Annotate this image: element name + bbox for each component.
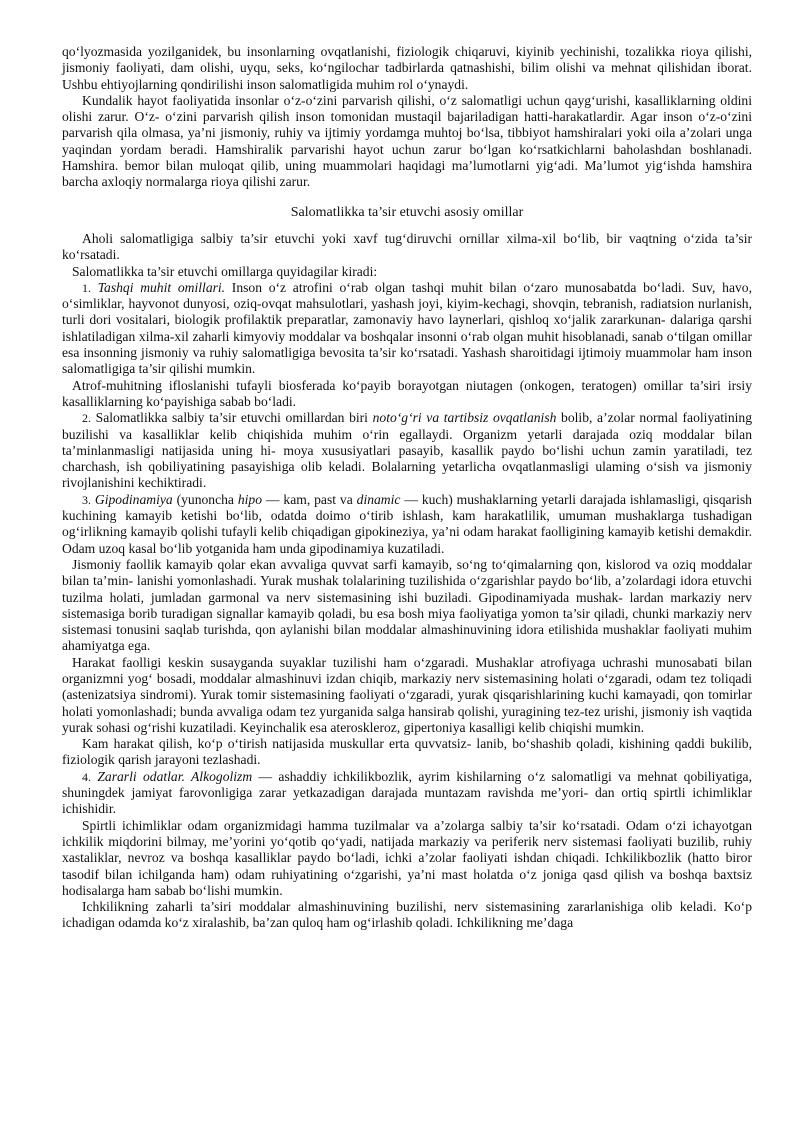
list-item-text: bolib, a’zolar normal faoliyatining buzilishi va kasalliklar kelib chiqishida muhim o‘rin egallaydi. Organizm yetarli darajada oziq moddalar bilan ta’minlanmasligi natijasida uning hi- moya xususiyatlari pasayib, kasallik paydo bo‘lishi uchun zamin yaratiladi, tez charchash, ish qobiliyatining pasayishiga olib keladi. Bolalarning yetarlicha ovqatlanmasligi ulaming o‘sish va jismoniy rivojlanishini kechiktiradi. [62, 410, 752, 491]
paragraph: Spirtli ichimliklar odam organizmidagi hamma tuzilmalar va a’zolarga salbiy ta’sir ko‘rsatadi. Odam o‘zi ichayotgan ichkilik miqdorini bilmay, me’yorini yo‘qotib qo‘yadi, natijada markaziy va periferik nerv sistemasi faoliyati buzilib, ruhiy xastaliklar, nevroz va boshqa kasalliklar paydo bo‘ladi, ichki a’zolar faoliyati ishdan chiqadi. Ichkilikbozlik (hatto biror tasodif bilan ichilganda ham) odam ruhiyatining o‘zgarishi, ya’ni mast holatda o‘z joniga qasd qilish va boshqa baxtsiz hodisalarga ham sabab bo‘lishi mumkin. [62, 817, 752, 898]
paragraph: Harakat faolligi keskin susayganda suyaklar tuzilishi ham o‘zgaradi. Mushaklar atrofiyaga uchrashi munosabati bilan organizmni yog‘ bosadi, moddalar almashinuvi izdan chiqib, markaziy nerv sistemasining holati o‘zgaradi, odam tez toliqadi (astenizatsiya sindromi). Yurak tomir sistemasining faoliyati o‘zgaradi, yurak qisqarishlarining kuchi kamayadi, qon tomirlar holati yomonlashadi; bunda avvaliga odam tez yurganida salga hansirab qolishi, yuragining tez-tez urishi, jismoniy ish vaqtida yurak sohasi og‘rishi kuzatiladi. Keyinchalik esa ateroskleroz, gipertoniya kasalligi kelib chiqishi mumkin. [62, 654, 752, 735]
paragraph: Jismoniy faollik kamayib qolar ekan avvaliga quvvat sarfi kamayib, so‘ng to‘qimalarning qon, kislorod va oziq moddalar bilan ta’min- lanishi yomonlashadi. Yurak mushak tolalarining tuzilishida o‘zgarishlar paydo bo‘lib, a’zolardagi idora etuvchi tuzilma holati, jumladan garmonal va nerv sistemasining ishi buziladi. Gipodinamiyada mushak- lardan markaziy nerv sistemasiga borib turadigan signallar kamayib qoladi, bu esa bosh miya faoliyatiga yomon ta’sir qiladi, chunki markaziy nerv sistemasi tonusini saqlab turishda, qon aylanishi bilan moddalar almashinuvining idora etilishida mushaklar faoliyati muhim ahamiyatga ega. [62, 556, 752, 654]
list-item-text: — ashaddiy ichkilikbozlik, ayrim kishilarning o‘z salomatligi va mehnat qobiliyatiga, shuningdek jamiyat farovonligiga zarar yetkazadigan darajada muntazam ravishda me’yori- dan ortiq spirtli ichimliklar ichishidir. [62, 768, 752, 817]
list-number: 1. [82, 280, 91, 295]
list-item [62, 492, 752, 557]
paragraph: Kam harakat qilish, ko‘p o‘tirish natijasida muskullar erta quvvatsiz- lanib, bo‘shashib qoladi, kishining qaddi bukilib, fiziologik qarish jarayoni tezlashadi. [62, 736, 752, 768]
paragraph: Aholi salomatligiga salbiy ta’sir etuvchi yoki xavf tug‘diruvchi ornillar xilma-xil bo‘lib, bir vaqtning o‘zida ta’sir ko‘rsatadi. [62, 230, 752, 263]
document-page [62, 44, 752, 932]
list-item-title: Zararli odatlar. Alkogolizm [97, 768, 253, 784]
list-item [62, 410, 752, 491]
list-item-text: (yunoncha [172, 491, 238, 507]
paragraph: Salomatlikka ta’sir etuvchi omillarga quyidagilar kiradi: [72, 263, 378, 279]
paragraph: Ichkilikning zaharli ta’siri moddalar almashinuvining buzilishi, nerv sistemasining zararlanishiga olib keladi. Ko‘p ichadigan odamda ko‘z xiralashib, ba’zan quloq ham og‘irlashib qoladi. Ichkilikning me’daga [62, 899, 752, 931]
paragraph: Atrof-muhitning ifloslanishi tufayli biosferada ko‘payib borayotgan niutagen (onkogen, teratogen) omillar ta’siri irsiy kasalliklarning ko‘payishiga sabab bo‘ladi. [62, 377, 752, 409]
list-number: 4. [82, 769, 91, 784]
list-item-text: Salomatlikka salbiy ta’sir etuvchi omillardan biri [91, 410, 373, 426]
paragraph: Kundalik hayot faoliyatida insonlar o‘z-o‘zini parvarish qilishi, o‘z salomatligi uchun qayg‘urishi, kasalliklarning oldini olishi zarur. O‘z- o‘zini parvarish qilish inson tomonidan mustaqil bajariladigan hatti-harakatlardir. Agar inson o‘z-o‘zini parvarish qila olmasa, ya’ni jismoniy, ruhiy va ijtimiy yordamga muhtoj bo‘lsa, tibbiyot hamshiralari yoki oila a’zolari unga yaqindan yordam beradi. Hamshiralik parvarishi hayot uchun zarur bo‘lgan ko‘rsatkichlarni baholashdan boshlanadi. Hamshira. bemor bilan muloqat qilib, uning muammolari haqidagi ma’lumotlarni yig‘adi. Ma’lumot yig‘ishda hamshira barcha axloqiy normalarga rioya qilishi zarur. [62, 92, 752, 190]
list-item-title: Gipodinamiya [94, 491, 173, 507]
list-item [62, 769, 752, 818]
list-item-text: Inson o‘z atrofini o‘rab olgan tashqi muhit bilan o‘zaro munosabatda bo‘ladi. Suv, havo, o‘simliklar, hayvonot dunyosi, oziq-ovqat mahsulotlari, yashash joyi, kiyim-kechagi, shovqin, tebranish, radiatsion nurlanish, turli dori vositalari, biologik profilaktik preparatlar, zamonaviy havo laynerlari, qishloq xo‘jalik zararkunan- dalariga qarshi ishlatiladigan xilma-xil zaharli kimyoviy moddalar va boshqalar insonni o‘rab olgan muhit hisoblanadi, sanab o‘tilgan omillar esa insonning jismoniy va ruhiy salomatligiga bevosita ta’sir ko‘rsatadi. Yashash sharoitidagi ijtimoiy muammolar ham inson salomatligiga ta’sir qilishi mumkin. [62, 279, 752, 377]
list-item [62, 280, 752, 378]
list-item-title: Tashqi muhit omillari. [97, 279, 226, 295]
emphasis-text: dinamic [356, 491, 401, 507]
list-number: 2. [82, 411, 91, 426]
list-item-text: — kam, past va [262, 491, 357, 507]
paragraph: qo‘lyozmasida yozilganidek, bu insonlarning ovqatlanishi, fiziologik chiqaruvi, kiyinib yechinishi, tozalikka rioya qilishi, jismoniy faoliyati, dam olishi, uyqu, seks, ko‘ngilochar tadbirlarda qatnashishi, bilim olishi va mehnat qilishidan iborat. Ushbu ehtiyojlarning qondirilishi inson salomatligida muhim rol o‘ynaydi. [62, 44, 752, 92]
section-heading: Salomatlikka ta’sir etuvchi asosiy omillar [290, 204, 524, 220]
list-item-text: — kuch) mushaklarning yetarli darajada ishlamasligi, qisqarish kuchining kamayib ketishi bo‘lib, odatda doimo o‘tirib ishlash, kam harakatlilik, umuman mushaklarga tushadigan og‘irlikning kamayib qolishi tufayli kelib chiqadigan gipokineziya, ya’ni odam harakat faolligining kamayib ketishi demakdir. Odam uzoq kasal bo‘lib yotganida ham unda gipodinamiya kuzatiladi. [62, 491, 752, 556]
emphasis-text: noto‘g‘ri va tartibsiz ovqatlanish [372, 410, 557, 426]
emphasis-text: hipo [237, 491, 263, 507]
list-number: 3. [82, 492, 91, 507]
